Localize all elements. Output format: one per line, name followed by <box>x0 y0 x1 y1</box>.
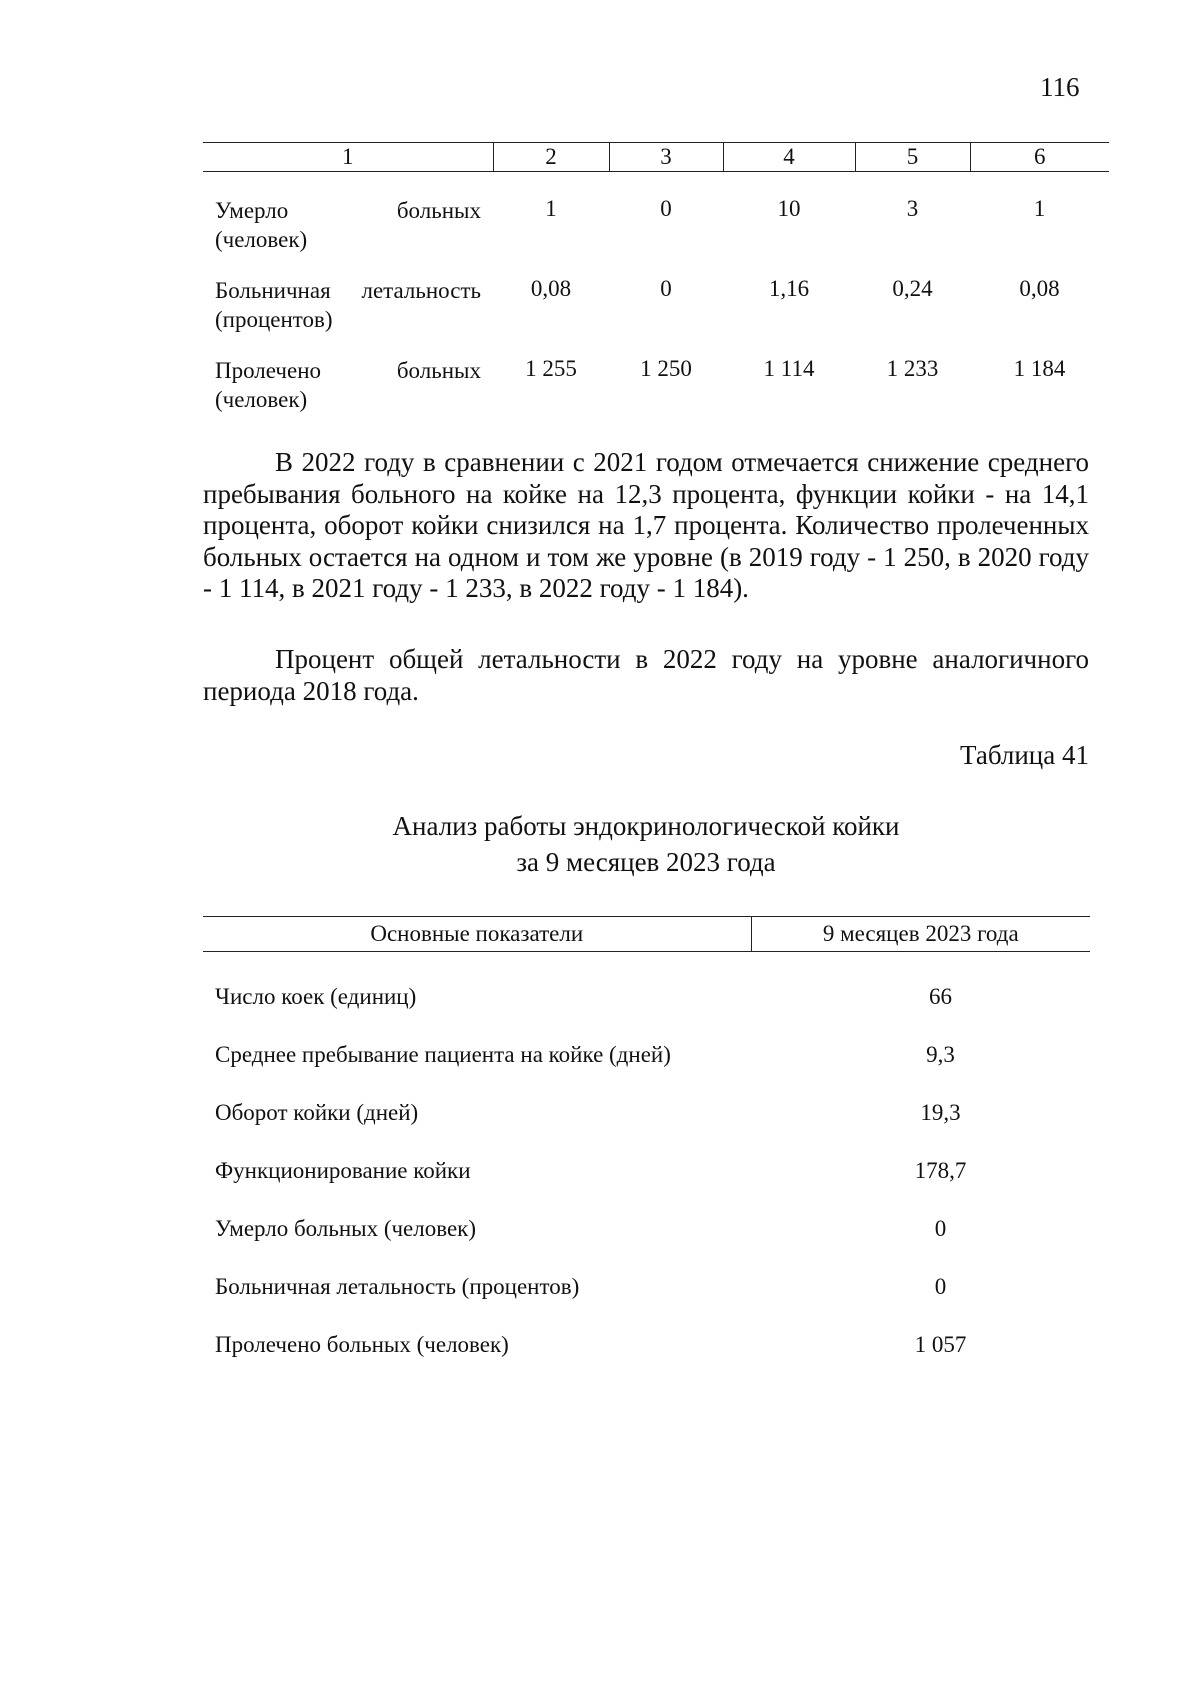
table-cell: 1 114 <box>763 356 815 381</box>
row-label: Умерло больных (человек) <box>215 1216 477 1241</box>
table-cell: 1 <box>1033 196 1046 221</box>
row-label: Больничная летальность (процентов) <box>215 278 481 332</box>
column-header: 3 <box>609 143 723 172</box>
column-header: 6 <box>970 143 1109 172</box>
table-cell: 3 <box>906 196 919 221</box>
column-header: 9 месяцев 2023 года <box>751 917 1090 952</box>
row-label: Умерло больных (человек) <box>215 198 481 252</box>
table-cell: 0,08 <box>530 276 572 301</box>
table-row <box>203 254 1109 334</box>
table-cell: 1 <box>545 196 557 221</box>
table-cell: 1 233 <box>886 356 939 381</box>
table-row <box>203 1186 1090 1244</box>
column-header: 5 <box>855 143 970 172</box>
table-cell: 1 184 <box>1013 356 1066 381</box>
table-cell: 0 <box>934 1274 947 1299</box>
table-cell: 1 250 <box>640 356 692 381</box>
table-title: Анализ работы эндокринологической койки за 9 месяцев 2023 года <box>392 811 900 877</box>
row-label: Оборот койки (дней) <box>215 1100 419 1125</box>
body-paragraph: В 2022 году в сравнении с 2021 годом отмечается снижение среднего пребывания больного на койке на 12,3 процента, функции койки - на 14,1 процента, оборот койки снизился на 1,7 процента. Количество пролеченных больных остается на одном и том же уровне (в 2019 году - 1 250, в 2020 году - 1 114, в 2021 году - 1 233, в 2022 году - 1 184). <box>203 447 1089 603</box>
table-header-row <box>203 143 1109 172</box>
table-cell: 0 <box>934 1216 947 1241</box>
table-cell: 19,3 <box>920 1100 961 1125</box>
table-row <box>203 1128 1090 1186</box>
table-row <box>203 952 1090 1013</box>
row-label: Пролечено больных (человек) <box>215 358 481 412</box>
table-row <box>203 172 1109 255</box>
table-cell: 1,16 <box>768 276 810 301</box>
table-cell: 0 <box>660 196 672 221</box>
table-cell: 0,08 <box>1019 276 1060 301</box>
column-header: 4 <box>723 143 855 172</box>
table-row <box>203 1302 1090 1360</box>
table-row <box>203 1070 1090 1128</box>
row-label: Пролечено больных (человек) <box>215 1332 509 1357</box>
table-indicators <box>203 916 1090 1360</box>
table-cell: 10 <box>777 196 801 221</box>
table-cell: 178,7 <box>914 1158 967 1183</box>
row-label: Число коек (единиц) <box>215 984 417 1009</box>
table-row <box>203 1012 1090 1070</box>
row-label: Функционирование койки <box>215 1158 471 1183</box>
table-cell: 1 255 <box>525 356 577 381</box>
table-cell: 0,24 <box>892 276 933 301</box>
table-cell: 9,3 <box>926 1042 955 1067</box>
table-cell: 66 <box>929 984 952 1009</box>
column-header: Основные показатели <box>203 917 751 952</box>
table-cell: 1 057 <box>914 1332 967 1357</box>
table-row <box>203 334 1109 414</box>
table-cell: 0 <box>660 276 672 301</box>
page-number: 116 <box>1040 72 1080 102</box>
column-header: 1 <box>203 143 493 172</box>
table-header-row <box>203 917 1090 952</box>
table-continuation <box>203 142 1109 414</box>
row-label: Среднее пребывание пациента на койке (дней) <box>215 1042 671 1067</box>
table-caption: Таблица 41 <box>960 740 1089 770</box>
row-label: Больничная летальность (процентов) <box>215 1274 580 1299</box>
body-paragraph: Процент общей летальности в 2022 году на уровне аналогичного периода 2018 года. <box>203 644 1089 706</box>
column-header: 2 <box>493 143 609 172</box>
table-row <box>203 1244 1090 1302</box>
